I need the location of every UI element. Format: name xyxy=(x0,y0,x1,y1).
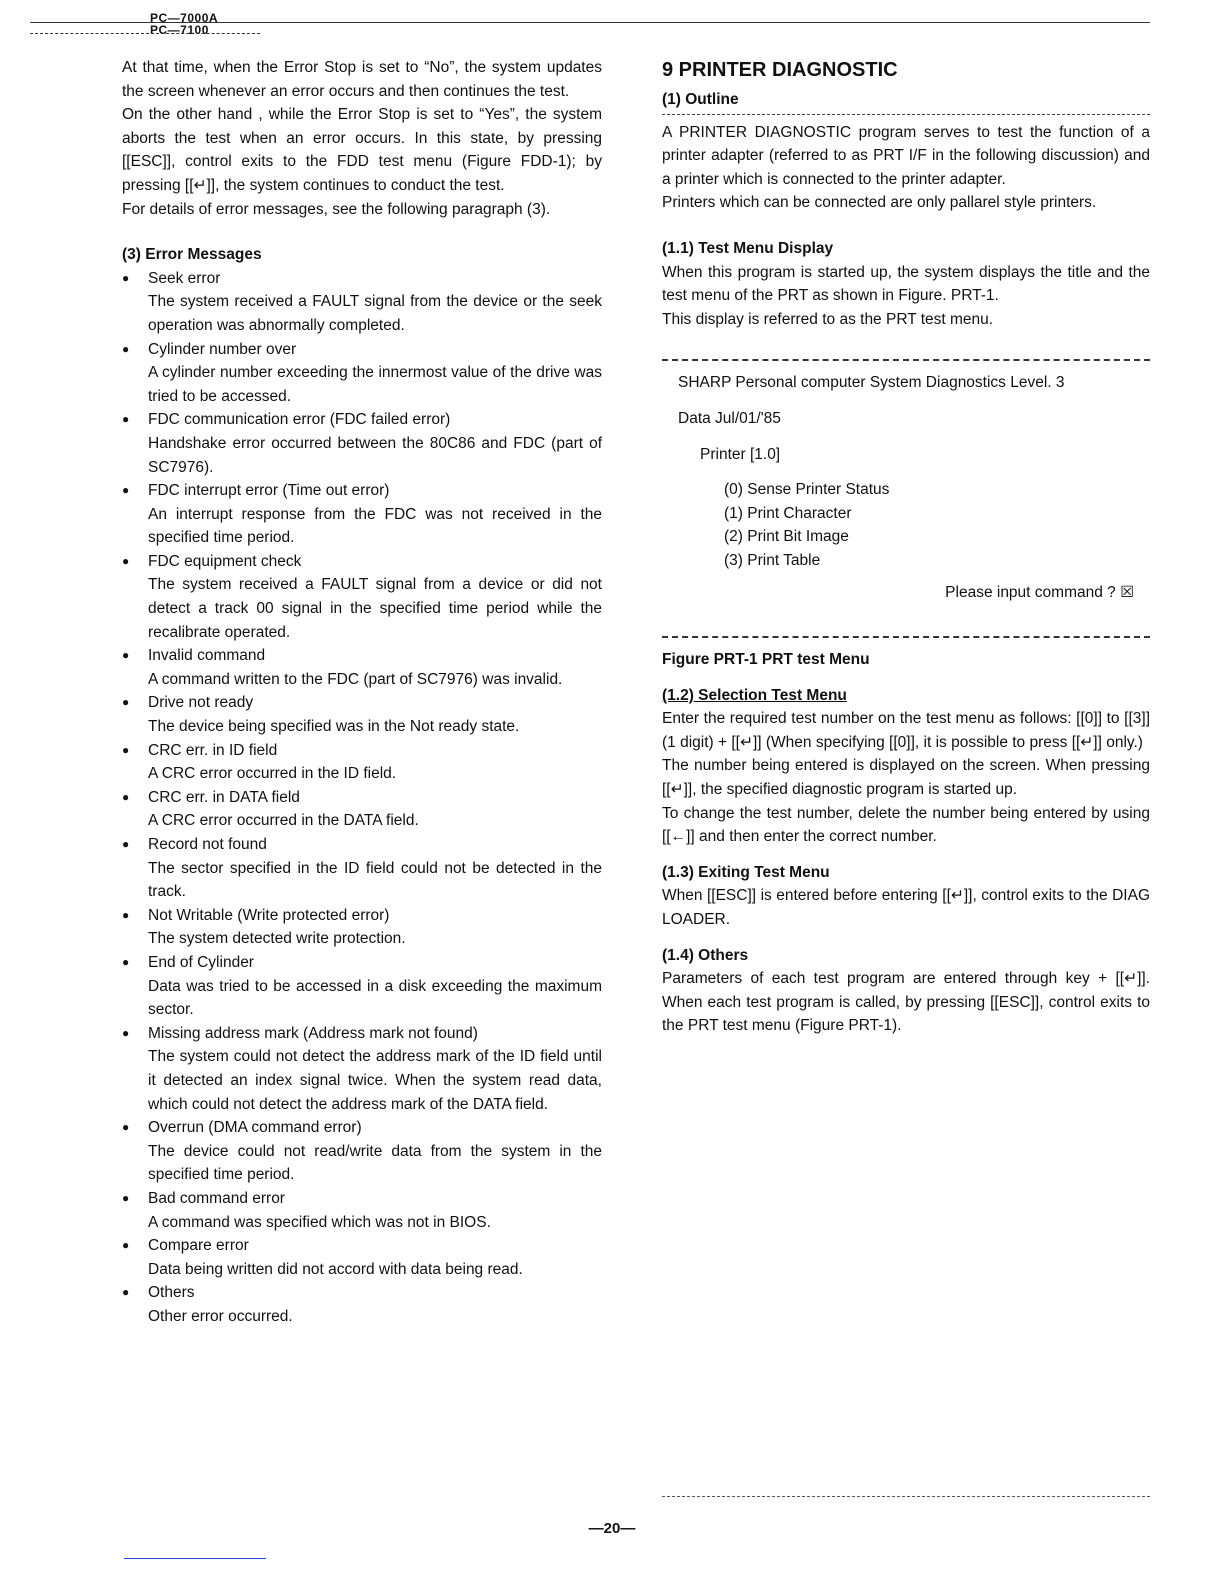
error-title: ● End of Cylinder xyxy=(122,951,602,975)
outline-paragraph-1: A PRINTER DIAGNOSTIC program serves to test the function of a printer adapter (referred to as PRT I/F in the following discussion) and a printer which is connected to the printer adapter. xyxy=(662,123,1150,188)
test-menu-display-text-2: This display is referred to as the PRT test menu. xyxy=(662,310,994,328)
figure-caption: Figure PRT-1 PRT test Menu xyxy=(662,651,870,669)
others-text: Parameters of each test program are entered through key + [[↵]]. When each test program is called, by pressing [[ESC]], control exits to the PRT test menu (Figure PRT-1). xyxy=(662,970,1150,1035)
error-title: ● Others xyxy=(122,1281,602,1305)
outline-paragraph-2: Printers which can be connected are only pallarel style printers. xyxy=(662,194,1097,212)
error-desc: Data being written did not accord with data being read. xyxy=(148,1260,523,1278)
others-heading: (1.4) Others xyxy=(662,946,749,964)
spacer xyxy=(662,215,1150,237)
error-desc: A CRC error occurred in the ID field. xyxy=(148,765,397,783)
error-title: ● Not Writable (Write protected error) xyxy=(122,904,602,928)
exiting-text: When [[ESC]] is entered before entering [[↵]], control exits to the DIAG LOADER. xyxy=(662,887,1150,929)
error-desc: A cylinder number exceeding the innermost value of the drive was tried to be accessed. xyxy=(148,364,602,405)
screen-bottom-rule xyxy=(662,636,1150,638)
menu-item-2: (2) Print Bit Image xyxy=(724,528,849,546)
prompt-text: Please input command ? xyxy=(945,583,1116,601)
screen-top-rule xyxy=(662,359,1150,361)
error-title: ● Bad command error xyxy=(122,1187,602,1211)
model-label-1: PC—7000A xyxy=(150,11,219,25)
error-title: ● Drive not ready xyxy=(122,691,602,715)
menu-item-3: (3) Print Table xyxy=(724,551,821,569)
selection-heading: (1.2) Selection Test Menu xyxy=(662,686,847,704)
error-desc: The system received a FAULT signal from the device or the seek operation was abnormally completed. xyxy=(148,293,602,334)
header-rule xyxy=(30,22,1150,23)
error-title: ● CRC err. in ID field xyxy=(122,739,602,763)
error-desc: The system received a FAULT signal from a device or did not detect a track 00 signal in the specified time period while the recalibrate operated. xyxy=(148,576,602,641)
footer-line xyxy=(124,1558,266,1559)
error-desc: Data was tried to be accessed in a disk exceeding the maximum sector. xyxy=(148,977,602,1019)
intro-paragraph-2: On the other hand , while the Error Stop is set to “Yes”, the system aborts the test when an error occurs. In this state, by pressing [[ESC]], control exits to the FDD test menu (Figure FDD-1); by pressing [[↵]], the system continues to conduct the test. xyxy=(122,106,602,194)
error-title: ● Cylinder number over xyxy=(122,338,602,362)
right-column xyxy=(662,56,1150,1038)
header-rule-dashed xyxy=(30,33,260,34)
selection-paragraph-2: The number being entered is displayed on the screen. When pressing [[↵]], the specified diagnostic program is started up. xyxy=(662,757,1150,799)
page-number: —20— xyxy=(588,1520,636,1537)
error-title: ● Record not found xyxy=(122,833,602,857)
test-menu-display-heading: (1.1) Test Menu Display xyxy=(662,239,834,257)
error-title: ● CRC err. in DATA field xyxy=(122,786,602,810)
error-desc: The system could not detect the address mark of the ID field until it detected an index signal twice. When the system read data, which could not detect the address mark of the DATA field. xyxy=(148,1048,602,1113)
error-title: ● Compare error xyxy=(122,1234,602,1258)
menu-item-0: (0) Sense Printer Status xyxy=(724,481,890,499)
section-title: 9 PRINTER DIAGNOSTIC xyxy=(662,59,898,81)
error-desc: The device being specified was in the Not ready state. xyxy=(148,718,520,736)
model-label-2: PC—7100 xyxy=(150,23,209,37)
error-desc: A command written to the FDC (part of SC7976) was invalid. xyxy=(148,670,563,688)
error-title: ● FDC equipment check xyxy=(122,550,602,574)
error-title: ● Missing address mark (Address mark not found) xyxy=(122,1022,602,1046)
error-desc: An interrupt response from the FDC was not received in the specified time period. xyxy=(148,505,602,547)
exiting-heading: (1.3) Exiting Test Menu xyxy=(662,863,830,881)
error-desc: The device could not read/write data from the system in the specified time period. xyxy=(148,1142,602,1184)
error-desc: A CRC error occurred in the DATA field. xyxy=(148,812,419,830)
right-bottom-rule xyxy=(662,1496,1150,1497)
screen-printer-version: Printer [1.0] xyxy=(700,445,781,463)
error-list xyxy=(122,267,602,1329)
command-prompt xyxy=(678,573,1134,605)
intro-paragraph-1: At that time, when the Error Stop is set to “No”, the system updates the screen whenever an error occurs and then continues the test. xyxy=(122,59,602,100)
spacer xyxy=(122,221,602,243)
error-messages-heading: (3) Error Messages xyxy=(122,246,262,264)
test-menu-display-text: When this program is started up, the system displays the title and the test menu of the PRT as shown in Figure. PRT-1. xyxy=(662,263,1150,305)
selection-paragraph-1: Enter the required test number on the test menu as follows: [[0]] to [[3]] (1 digit) + [[↵]] (When specifying [[0]], it is possible to press [[↵]] only.) xyxy=(662,710,1150,751)
test-menu-screen xyxy=(662,367,1150,630)
spacer xyxy=(662,331,1150,353)
error-desc: Other error occurred. xyxy=(148,1307,293,1325)
error-title: ● Seek error xyxy=(122,267,602,291)
left-column xyxy=(122,56,602,1328)
screen-date: Data Jul/01/'85 xyxy=(678,409,781,427)
error-title: ● FDC interrupt error (Time out error) xyxy=(122,479,602,503)
error-title: ● Invalid command xyxy=(122,644,602,668)
menu-item-1: (1) Print Character xyxy=(724,504,852,522)
error-desc: The system detected write protection. xyxy=(148,930,406,948)
outline-heading: (1) Outline xyxy=(662,88,1150,115)
intro-paragraph-3: For details of error messages, see the following paragraph (3). xyxy=(122,200,551,218)
error-desc: A command was specified which was not in BIOS. xyxy=(148,1213,491,1231)
cursor-icon: ☒ xyxy=(1120,583,1134,601)
selection-paragraph-3: To change the test number, delete the number being entered by using [[←]] and then enter the correct number. xyxy=(662,804,1150,846)
error-desc: The sector specified in the ID field could not be detected in the track. xyxy=(148,859,602,901)
error-title: ● FDC communication error (FDC failed error) xyxy=(122,408,602,432)
error-title: ● Overrun (DMA command error) xyxy=(122,1116,602,1140)
screen-title: SHARP Personal computer System Diagnostics Level. 3 xyxy=(678,374,1065,392)
error-desc: Handshake error occurred between the 80C86 and FDC (part of SC7976). xyxy=(148,434,602,476)
